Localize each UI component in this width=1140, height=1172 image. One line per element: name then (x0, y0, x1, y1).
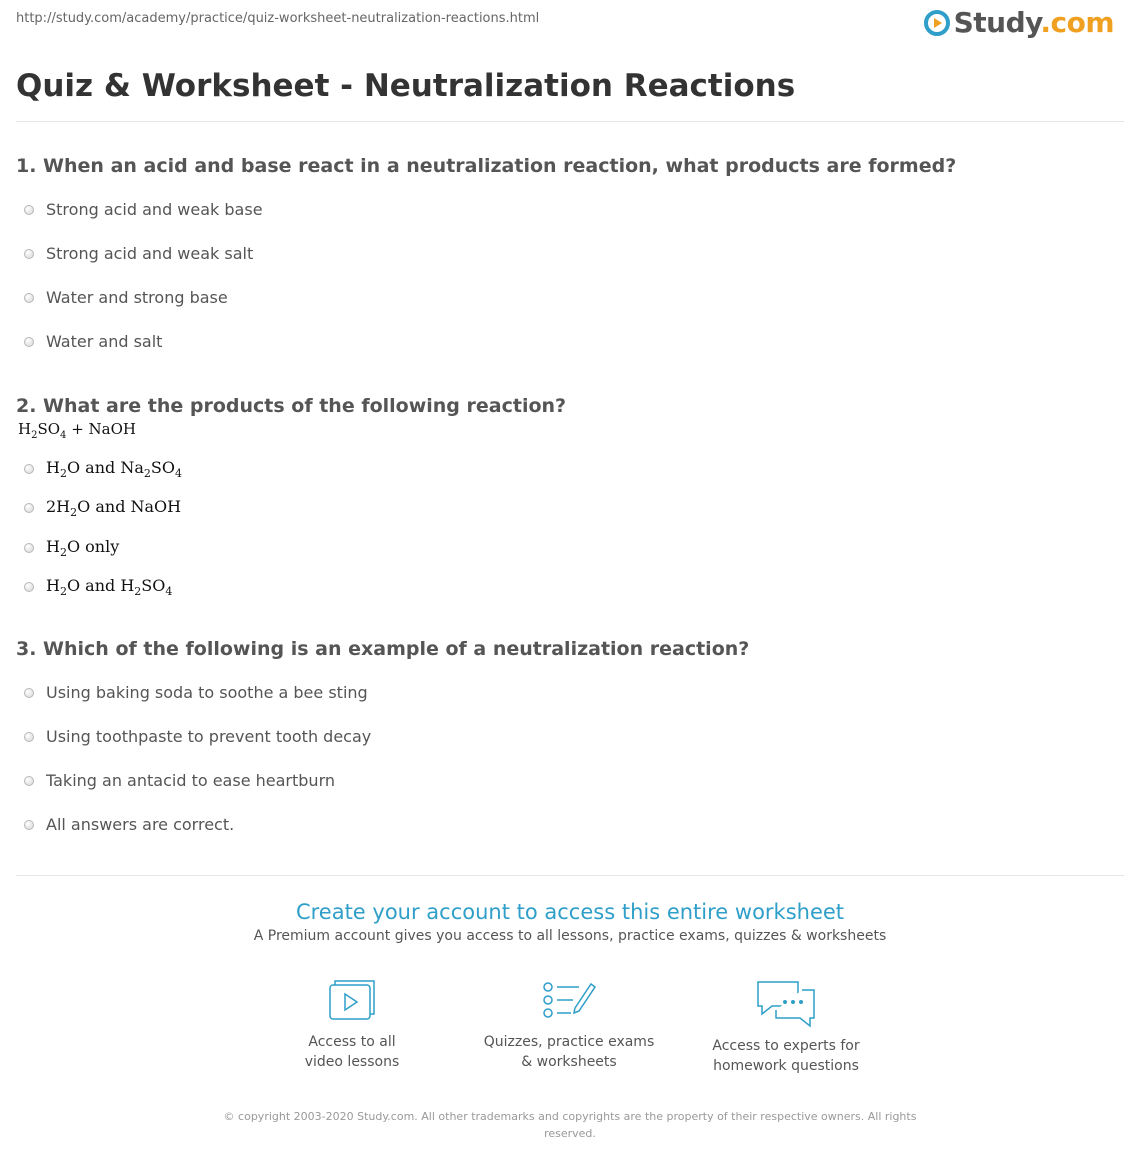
radio-button[interactable] (24, 732, 34, 742)
question-2-option-3[interactable] (24, 537, 119, 559)
radio-button[interactable] (24, 205, 34, 215)
radio-button[interactable] (24, 776, 34, 786)
create-account-link[interactable]: Create your account to access this entire worksheet (295, 900, 845, 924)
question-3-title: 3. Which of the following is an example of a neutralization reaction? (16, 638, 750, 660)
chat-bubbles-icon (754, 978, 818, 1028)
option-label: Using toothpaste to prevent tooth decay (46, 727, 372, 746)
question-3-option-1[interactable] (24, 683, 368, 702)
option-label: $H_2O$ and $H_2SO_4$ (46, 576, 173, 599)
radio-button[interactable] (24, 503, 34, 513)
question-2-option-4[interactable] (24, 576, 172, 598)
feature-label-line-2: & worksheets (521, 1054, 617, 1070)
option-label: $H_2O$ only (46, 537, 120, 560)
question-1-option-2[interactable] (24, 244, 253, 263)
radio-button[interactable] (24, 293, 34, 303)
question-1-option-4[interactable] (24, 332, 162, 351)
quiz-checklist-icon (541, 978, 597, 1024)
option-label: Using baking soda to soothe a bee sting (46, 683, 368, 702)
radio-button[interactable] (24, 820, 34, 830)
option-label: Strong acid and weak salt (46, 244, 254, 263)
option-label: Water and salt (46, 332, 163, 351)
logo-text (954, 6, 1114, 39)
premium-description: A Premium account gives you access to all lessons, practice exams, quizzes & worksheets (253, 928, 887, 944)
feature-label-line-1: Access to experts for (712, 1038, 860, 1054)
option-label: Taking an antacid to ease heartburn (46, 771, 335, 790)
page-title: Quiz & Worksheet - Neutralization Reactions (16, 68, 796, 104)
study-logo[interactable] (924, 6, 1114, 39)
question-2-option-2[interactable] (24, 497, 181, 519)
question-1-option-3[interactable] (24, 288, 228, 307)
radio-button[interactable] (24, 582, 34, 592)
option-label: All answers are correct. (46, 815, 235, 834)
option-label: $2H_2O$ and NaOH (46, 497, 182, 520)
question-3-option-4[interactable] (24, 815, 234, 834)
logo-suffix: .com (1040, 6, 1114, 39)
divider (16, 875, 1124, 876)
question-3-option-3[interactable] (24, 771, 335, 790)
feature-video-lessons (252, 978, 452, 1072)
question-2-title: 2. What are the products of the following reaction? (16, 395, 567, 417)
page-url: http://study.com/academy/practice/quiz-worksheet-neutralization-reactions.html (16, 11, 540, 26)
copyright-notice: © copyright 2003-2020 Study.com. All other trademarks and copyrights are the property of their respective owners. All rights reserved. (223, 1110, 917, 1140)
option-label: Water and strong base (46, 288, 228, 307)
question-1-option-1[interactable] (24, 200, 263, 219)
option-label: $H_2O$ and $Na_2SO_4$ (46, 458, 182, 481)
radio-button[interactable] (24, 464, 34, 474)
video-lesson-icon (327, 978, 377, 1024)
reaction-formula: $H_2SO_4$ + NaOH (18, 420, 136, 441)
feature-experts (686, 978, 886, 1076)
feature-label-line-1: Quizzes, practice exams (483, 1034, 655, 1050)
question-1-title: 1. When an acid and base react in a neutralization reaction, what products are formed? (16, 155, 957, 177)
feature-label-line-2: homework questions (713, 1058, 859, 1074)
option-label: Strong acid and weak base (46, 200, 263, 219)
radio-button[interactable] (24, 337, 34, 347)
question-2-option-1[interactable] (24, 458, 182, 480)
divider (16, 121, 1124, 122)
logo-name: Study (953, 6, 1041, 39)
feature-label-line-1: Access to all (308, 1034, 396, 1050)
radio-button[interactable] (24, 688, 34, 698)
question-3-option-2[interactable] (24, 727, 371, 746)
radio-button[interactable] (24, 249, 34, 259)
radio-button[interactable] (24, 543, 34, 553)
feature-label-line-2: video lessons (304, 1054, 400, 1070)
play-circle-icon (924, 10, 950, 36)
feature-quizzes (469, 978, 669, 1072)
